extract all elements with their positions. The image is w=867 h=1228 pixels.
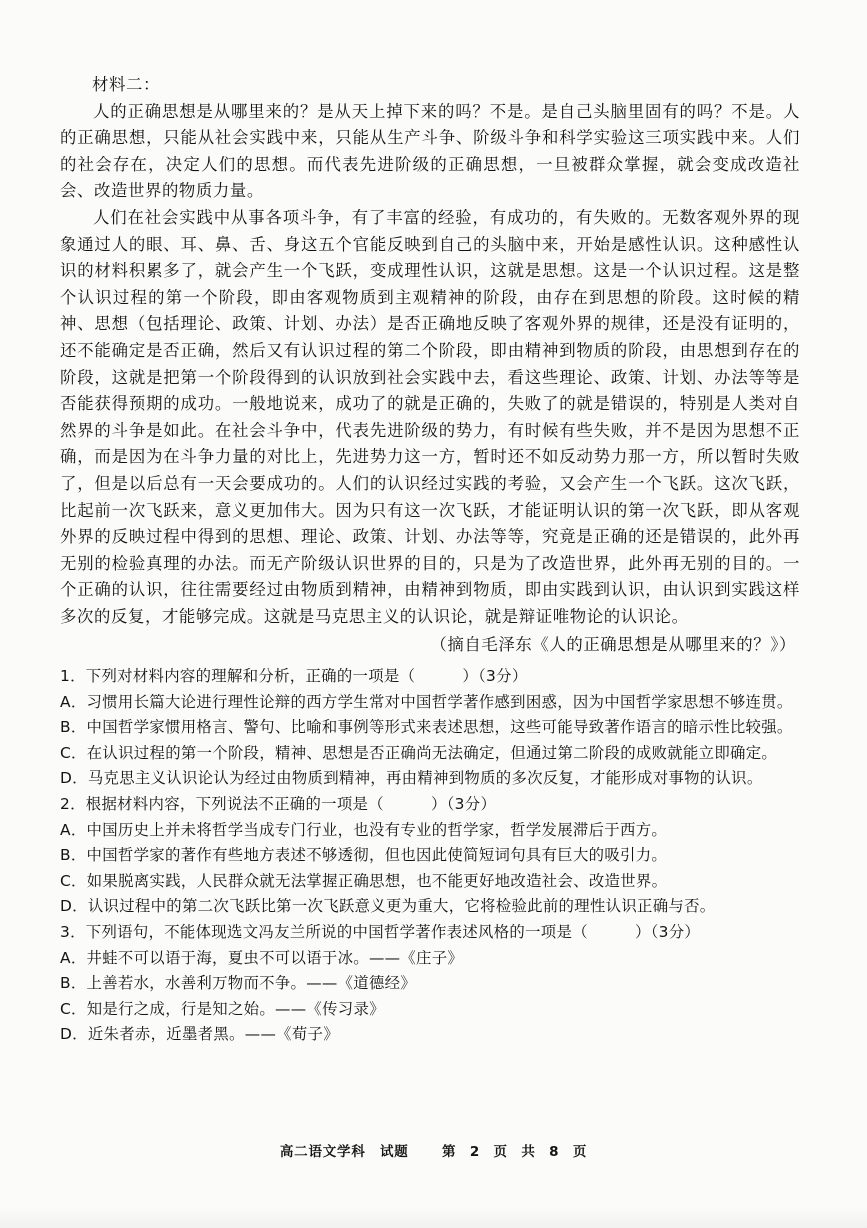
question-1-option-b: B．中国哲学家惯用格言、警句、比喻和事例等形式来表述思想，这些可能导致著作语言的暗示性比较强。 bbox=[60, 718, 793, 737]
question-1-option-d: D．马克思主义认识论认为经过由物质到精神，再由精神到物质的多次反复，才能形成对事物的认识。 bbox=[60, 769, 763, 788]
material-label: 材料二： bbox=[92, 75, 160, 94]
question-1-stem: 1．下列对材料内容的理解和分析，正确的一项是（ ）（3分） bbox=[60, 667, 528, 685]
question-3-option-a: A．井蛙不可以语于海，夏虫不可以语于冰。——《庄子》 bbox=[60, 948, 464, 967]
reading-passage bbox=[60, 72, 800, 659]
footer-page-number: 第 2 页 共 8 页 bbox=[442, 1144, 588, 1160]
question-2-option-b: B．中国哲学家的著作有些地方表述不够透彻，但也因此使简短词句具有巨大的吸引力。 bbox=[60, 846, 668, 865]
question-1-option-a: A．习惯用长篇大论进行理性论辩的西方学生常对中国哲学著作感到困惑，因为中国哲学家思想不够连贯。 bbox=[60, 692, 793, 711]
question-2-option-c: C．如果脱离实践，人民群众就无法掌握正确思想，也不能更好地改造社会、改造世界。 bbox=[60, 871, 668, 890]
question-3-option-c: C．知是行之成，行是知之始。——《传习录》 bbox=[60, 999, 385, 1018]
scan-edge-shadow bbox=[0, 1206, 867, 1228]
passage-source: （摘自毛泽东《人的正确思想是从哪里来的？》） bbox=[430, 635, 796, 655]
question-2-option-d: D．认识过程中的第二次飞跃比第一次飞跃意义更为重大，它将检验此前的理性认识正确与否。 bbox=[60, 897, 716, 916]
question-2-option-a: A．中国历史上并未将哲学当成专门行业，也没有专业的哲学家，哲学发展滞后于西方。 bbox=[60, 820, 668, 839]
passage-paragraph-2: 人们在社会实践中从事各项斗争，有了丰富的经验，有成功的，有失败的。无数客观外界的现象通过人的眼、耳、鼻、舌、身这五个官能反映到自己的头脑中来，开始是感性认识。这种感性认识的材料积累多了，就会产生一个飞跃，变成理性认识，这就是思想。这是一个认识过程。这是整个认识过程的第一个阶段，即由客观物质到主观精神的阶段，由存在到思想的阶段。这时候的精神、思想（包括理论、政策、计划、办法）是否正确地反映了客观外界的规律，还是没有证明的，还不能确定是否正确，然后又有认识过程的第二个阶段，即由精神到物质的阶段，由思想到存在的阶段，这就是把第一个阶段得到的认识放到社会实践中去，看这些理论、政策、计划、办法等等是否能获得预期的成功。一般地说来，成功了的就是正确的，失败了的就是错误的，特别是人类对自然界的斗争是如此。在社会斗争中，代表先进阶级的势力，有时候有些失败，并不是因为思想不正确，而是因为在斗争力量的对比上，先进势力这一方，暂时还不如反动势力那一方，所以暂时失败了，但是以后总有一天会要成功的。人们的认识经过实践的考验，又会产生一个飞跃。这次飞跃，比起前一次飞跃来，意义更加伟大。因为只有这一次飞跃，才能证明认识的第一次飞跃，即从客观外界的反映过程中得到的思想、理论、政策、计划、办法等等，究竟是正确的还是错误的，此外再无别的检验真理的办法。而无产阶级认识世界的目的，只是为了改造世界，此外再无别的目的。一个正确的认识，往往需要经过由物质到精神，由精神到物质，即由实践到认识，由认识到实践这样多次的反复，才能够完成。这就是马克思主义的认识论，就是辩证唯物论的认识论。 bbox=[60, 207, 800, 626]
passage-paragraph-1: 人的正确思想是从哪里来的？是从天上掉下来的吗？不是。是自己头脑里固有的吗？不是。人的正确思想，只能从社会实践中来，只能从生产斗争、阶级斗争和科学实验这三项实践中来。人们的社会存在，决定人们的思想。而代表先进阶级的正确思想，一旦被群众掌握，就会变成改造社会、改造世界的物质力量。 bbox=[60, 101, 800, 201]
question-3-option-b: B．上善若水，水善利万物而不争。——《道德经》 bbox=[60, 974, 417, 993]
question-2-stem: 2．根据材料内容，下列说法不正确的一项是（ ）（3分） bbox=[60, 794, 497, 813]
question-1-option-c: C．在认识过程的第一个阶段，精神、思想是否正确尚无法确定，但通过第二阶段的成败就能立即确定。 bbox=[60, 743, 778, 762]
question-3-stem: 3．下列语句，不能体现选文冯友兰所说的中国哲学著作表述风格的一项是（ ）（3分） bbox=[60, 922, 701, 941]
footer-subject: 高二语文学科 试题 bbox=[279, 1144, 409, 1160]
question-section bbox=[60, 664, 805, 1048]
page-footer bbox=[0, 1140, 867, 1160]
question-3-option-d: D．近朱者赤，近墨者黑。——《荀子》 bbox=[60, 1025, 339, 1044]
